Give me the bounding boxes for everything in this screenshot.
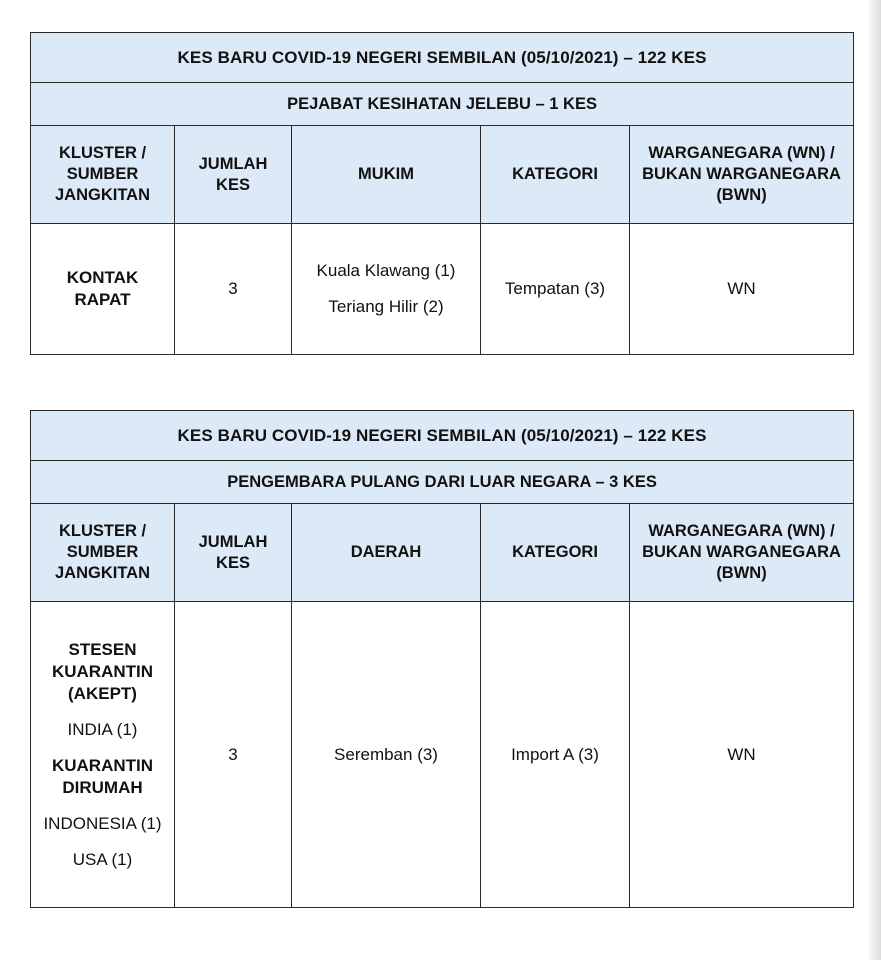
cell-district: Seremban (3) <box>292 602 481 908</box>
cell-citizenship: WN <box>630 602 854 908</box>
cell-citizenship: WN <box>630 224 854 355</box>
cluster-country: INDIA (1) <box>67 719 138 739</box>
header-category: KATEGORI <box>481 126 630 224</box>
header-district: DAERAH <box>292 504 481 602</box>
mukim-item: Teriang Hilir (2) <box>328 297 444 316</box>
header-cluster: KLUSTER / SUMBER JANGKITAN <box>31 504 175 602</box>
header-mukim: MUKIM <box>292 126 481 224</box>
cell-category: Tempatan (3) <box>481 224 630 355</box>
table-subtitle: PEJABAT KESIHATAN JELEBU – 1 KES <box>31 83 854 126</box>
cluster-country: USA (1) <box>72 849 133 869</box>
table-title: KES BARU COVID-19 NEGERI SEMBILAN (05/10/2021) – 122 KES <box>31 411 854 461</box>
mukim-item: Kuala Klawang (1) <box>316 261 456 280</box>
cluster-source-label: KUARANTIN DIRUMAH <box>51 755 154 797</box>
header-citizenship: WARGANEGARA (WN) / BUKAN WARGANEGARA (BWN) <box>630 126 854 224</box>
header-cluster: KLUSTER / SUMBER JANGKITAN <box>31 126 175 224</box>
table-row <box>31 602 854 908</box>
cell-category: Import A (3) <box>481 602 630 908</box>
header-citizenship: WARGANEGARA (WN) / BUKAN WARGANEGARA (BWN) <box>630 504 854 602</box>
jelebu-cases-table <box>30 32 854 355</box>
table-row <box>31 224 854 355</box>
header-count: JUMLAH KES <box>175 504 292 602</box>
table-subtitle: PENGEMBARA PULANG DARI LUAR NEGARA – 3 KES <box>31 461 854 504</box>
cluster-source-label: STESEN KUARANTIN (AKEPT) <box>51 639 154 703</box>
cluster-country: INDONESIA (1) <box>43 813 162 833</box>
table-title: KES BARU COVID-19 NEGERI SEMBILAN (05/10/2021) – 122 KES <box>31 33 854 83</box>
cell-cluster <box>31 602 175 908</box>
page-edge-shadow <box>867 0 881 960</box>
header-count: JUMLAH KES <box>175 126 292 224</box>
cell-count: 3 <box>175 224 292 355</box>
header-category: KATEGORI <box>481 504 630 602</box>
cell-cluster: KONTAK RAPAT <box>31 224 175 355</box>
cell-count: 3 <box>175 602 292 908</box>
cell-mukim <box>292 224 481 355</box>
returning-travellers-table <box>30 410 854 908</box>
